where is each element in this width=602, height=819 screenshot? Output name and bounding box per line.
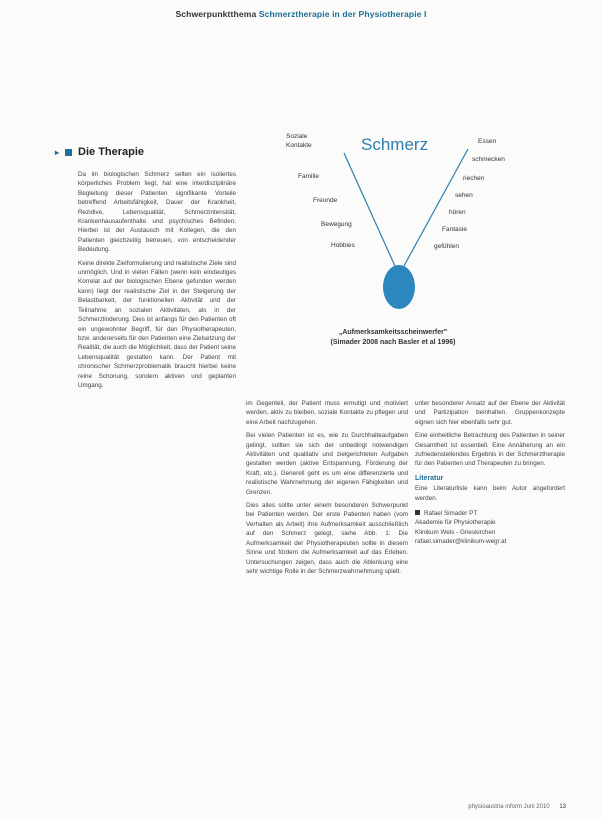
diagram-label: schmecken [472, 156, 505, 163]
diagram-label: riechen [463, 175, 485, 182]
header-kicker: Schwerpunktthema [175, 9, 257, 19]
paragraph: Dies alles sollte unter einem besonderen Schwerpunkt bei Patienten werden. Der erste Patienten haben (vom Verhalten als Arbeit) ihre Aufmerksamkeit ausschließlich auf den Schmerz gelegt, siehe Abb. 1: Die Aufmerksamkeit der Physiotherapeuten sollte in diesem Sinne und fördern die Aufmerksamkeit auf das Erleben. Untersuchungen zeigen, dass auch die Ablenkung eine sehr wichtige Rolle in der Schmerzwahrnehmung spielt. [246, 502, 408, 575]
diagram-label: Essen [478, 138, 497, 145]
square-bullet-icon [415, 510, 420, 515]
section-title: Die Therapie [78, 146, 145, 158]
diagram-main-label: Schmerz [361, 135, 429, 154]
text-column-3 [415, 399, 565, 547]
diagram-label: Kontakte [286, 142, 312, 149]
journal-name: physioaustria inform Juni 2010 [468, 804, 550, 810]
diagram-label: Bewegung [321, 221, 352, 228]
literature-heading: Literatur [415, 474, 444, 482]
square-bullet-icon [65, 149, 72, 156]
diagram-label: sehen [455, 192, 473, 199]
caption-source: (Simader 2008 nach Basler et al 1996) [330, 339, 456, 346]
text-column-2 [246, 399, 408, 580]
diagram-label: Soziale [286, 133, 308, 140]
paragraph: Eine einheitliche Betrachtung des Patienten in seiner Gesamtheit ist essentiell. Eine Annäherung an ein zufriedenstellendes Ergebnis in der Schmerztherapie für den Patienten und Therapeuten zu bringen. [415, 432, 565, 468]
attention-diagram [258, 125, 558, 355]
page-footer [468, 804, 566, 810]
author-email: rafael.simader@klinikum-wegr.at [415, 538, 507, 546]
diagram-lines [258, 125, 558, 355]
paragraph: Bei vielen Patienten ist es, wie zu Durchhalteaufgaben gelingt, sollten sie sich der unbedingt notwendigen Aktivitäten und qualitativ und zielgerichteten Aufgaben gestalten werden (aktive Entspannung, Förderung der Kraft, etc.). Generell geht es um eine differenzierte und realistische Wahrnehmung der eigenen Fähigkeiten und Grenzen. [246, 432, 408, 496]
text-column-1 [78, 170, 236, 394]
diagram-label: Familie [298, 173, 319, 180]
author-name: Rafael Simader PT [424, 510, 478, 518]
paragraph: Keine direkte Zielformulierung und realistische Ziele sind unmöglich. Und in vielen Fällen (wenn kein eindeutiges Korrelat auf der biologischen Ebene gefunden werden kann) liegt der realistische Ziel in der Steigerung der Belastbarkeit, der funktionellen Aktivität und der Teilnahme an sozialen Aktivitäten, als in der Schmerzlinderung. Dies ist anfangs für den Patienten oft ein ungewohnter Begriff, für den Physiotherapeuten, bzw. andererseits für den Patienten eine Zielsetzung der Realität, die auch die Möglichkeit, dass der Patient seine Lebensqualität gestalten kann. Der Patient mit chronischer Schmerzproblematik braucht hierbei keine reine Schonung, sondern aktiven und geplanten Umgang. [78, 259, 236, 389]
literature-text: Eine Literaturliste kann beim Autor angefordert werden. [415, 485, 565, 502]
author-line: Akademie für Physiotherapie [415, 519, 496, 527]
arrow-icon: ▸ [55, 147, 60, 157]
paragraph: unter besonderer Ansatz auf der Ebene der Aktivität und Partizipation beinhalten. Gruppenkonzepte eignen sich hier ebenfalls sehr gut. [415, 400, 565, 426]
diagram-label: hören [449, 209, 466, 216]
paragraph: Da im biologischen Schmerz selten ein isoliertes körperliches Problem liegt, hat eine interdisziplinäre Begleitung dieser Patienten signifikante Vorteile betreffend Arbeitsfähigkeit, Dauer der Krankheit, Rezidive, Lebensqualität, Schmerzintensität, Krankenhausaufenthalte und psychisches Befinden. Hierbei ist der Austausch mit Kollegen, die den Patienten gleichzeitig betreuen, von entscheidender Bedeutung. [78, 171, 236, 254]
header-title: Schmerztherapie in der Physiotherapie I [258, 9, 427, 19]
caption-title: „Aufmerksamkeitsscheinwerfer" [338, 329, 448, 336]
diagram-label: Freunde [313, 197, 338, 204]
section-heading [55, 146, 144, 158]
page-header [0, 9, 602, 19]
diagram-label: Hobbies [331, 242, 355, 249]
paragraph: im Gegenteil, der Patient muss ermutigt und motiviert werden, aktiv zu bleiben, soziale Kontakte zu pflegen und eine Arbeit nachzugehen. [246, 400, 408, 426]
author-line: Klinikum Wels - Grieskirchen [415, 528, 496, 536]
diagram-label: gefühlen [434, 243, 459, 250]
author-block [415, 509, 565, 547]
diagram-label: Fantasie [442, 226, 467, 233]
page-number: 13 [559, 804, 566, 810]
spotlight-source [383, 265, 415, 309]
figure-caption [258, 328, 528, 348]
